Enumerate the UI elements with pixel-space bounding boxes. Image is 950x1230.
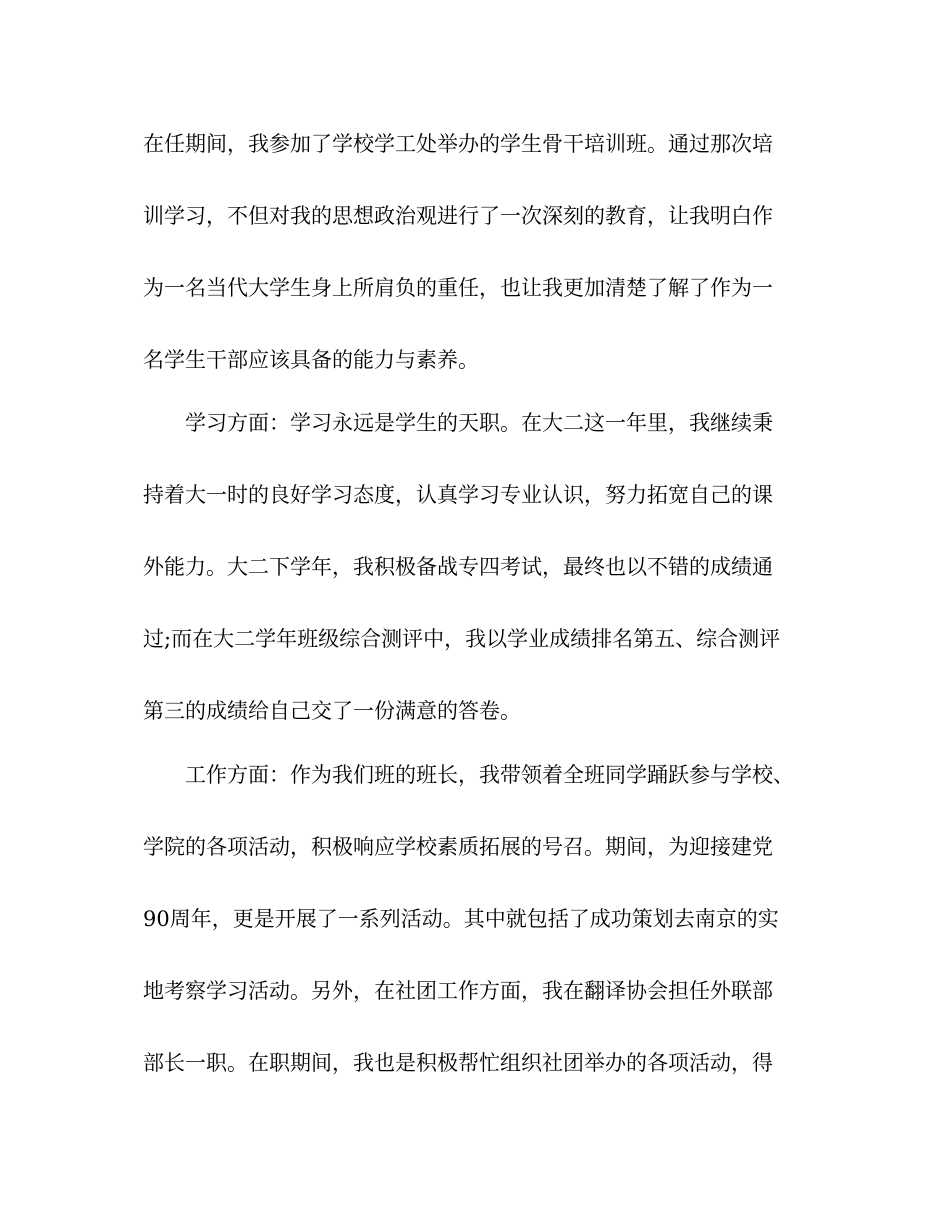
- paragraph-start-line: 工作方面：作为我们班的班长，我带领着全班同学踊跃参与学校、: [185, 763, 794, 787]
- text-line: 90周年，更是开展了一系列活动。其中就包括了成功策划去南京的实: [143, 907, 779, 931]
- text-line: 名学生干部应该具备的能力与素养。: [143, 348, 479, 372]
- paragraph-start-line: 学习方面：学习永远是学生的天职。在大二这一年里，我继续秉: [185, 411, 773, 435]
- text-line: 在任期间，我参加了学校学工处举办的学生骨干培训班。通过那次培: [143, 132, 773, 156]
- text-line: 过;而在大二学年班级综合测评中，我以学业成绩排名第五、综合测评: [143, 627, 781, 651]
- text-line: 训学习，不但对我的思想政治观进行了一次深刻的教育，让我明白作: [143, 204, 773, 228]
- text-line: 持着大一时的良好学习态度，认真学习专业认识，努力拓宽自己的课: [143, 483, 773, 507]
- text-line: 地考察学习活动。另外，在社团工作方面，我在翻译协会担任外联部: [143, 979, 773, 1003]
- text-line: 外能力。大二下学年，我积极备战专四考试，最终也以不错的成绩通: [143, 555, 773, 579]
- text-line: 第三的成绩给自己交了一份满意的答卷。: [143, 699, 521, 723]
- text-line: 部长一职。在职期间，我也是积极帮忙组织社团举办的各项活动，得: [143, 1051, 773, 1075]
- text-line: 为一名当代大学生身上所肩负的重任，也让我更加清楚了解了作为一: [143, 276, 773, 300]
- text-line: 学院的各项活动，积极响应学校素质拓展的号召。期间，为迎接建党: [143, 835, 773, 859]
